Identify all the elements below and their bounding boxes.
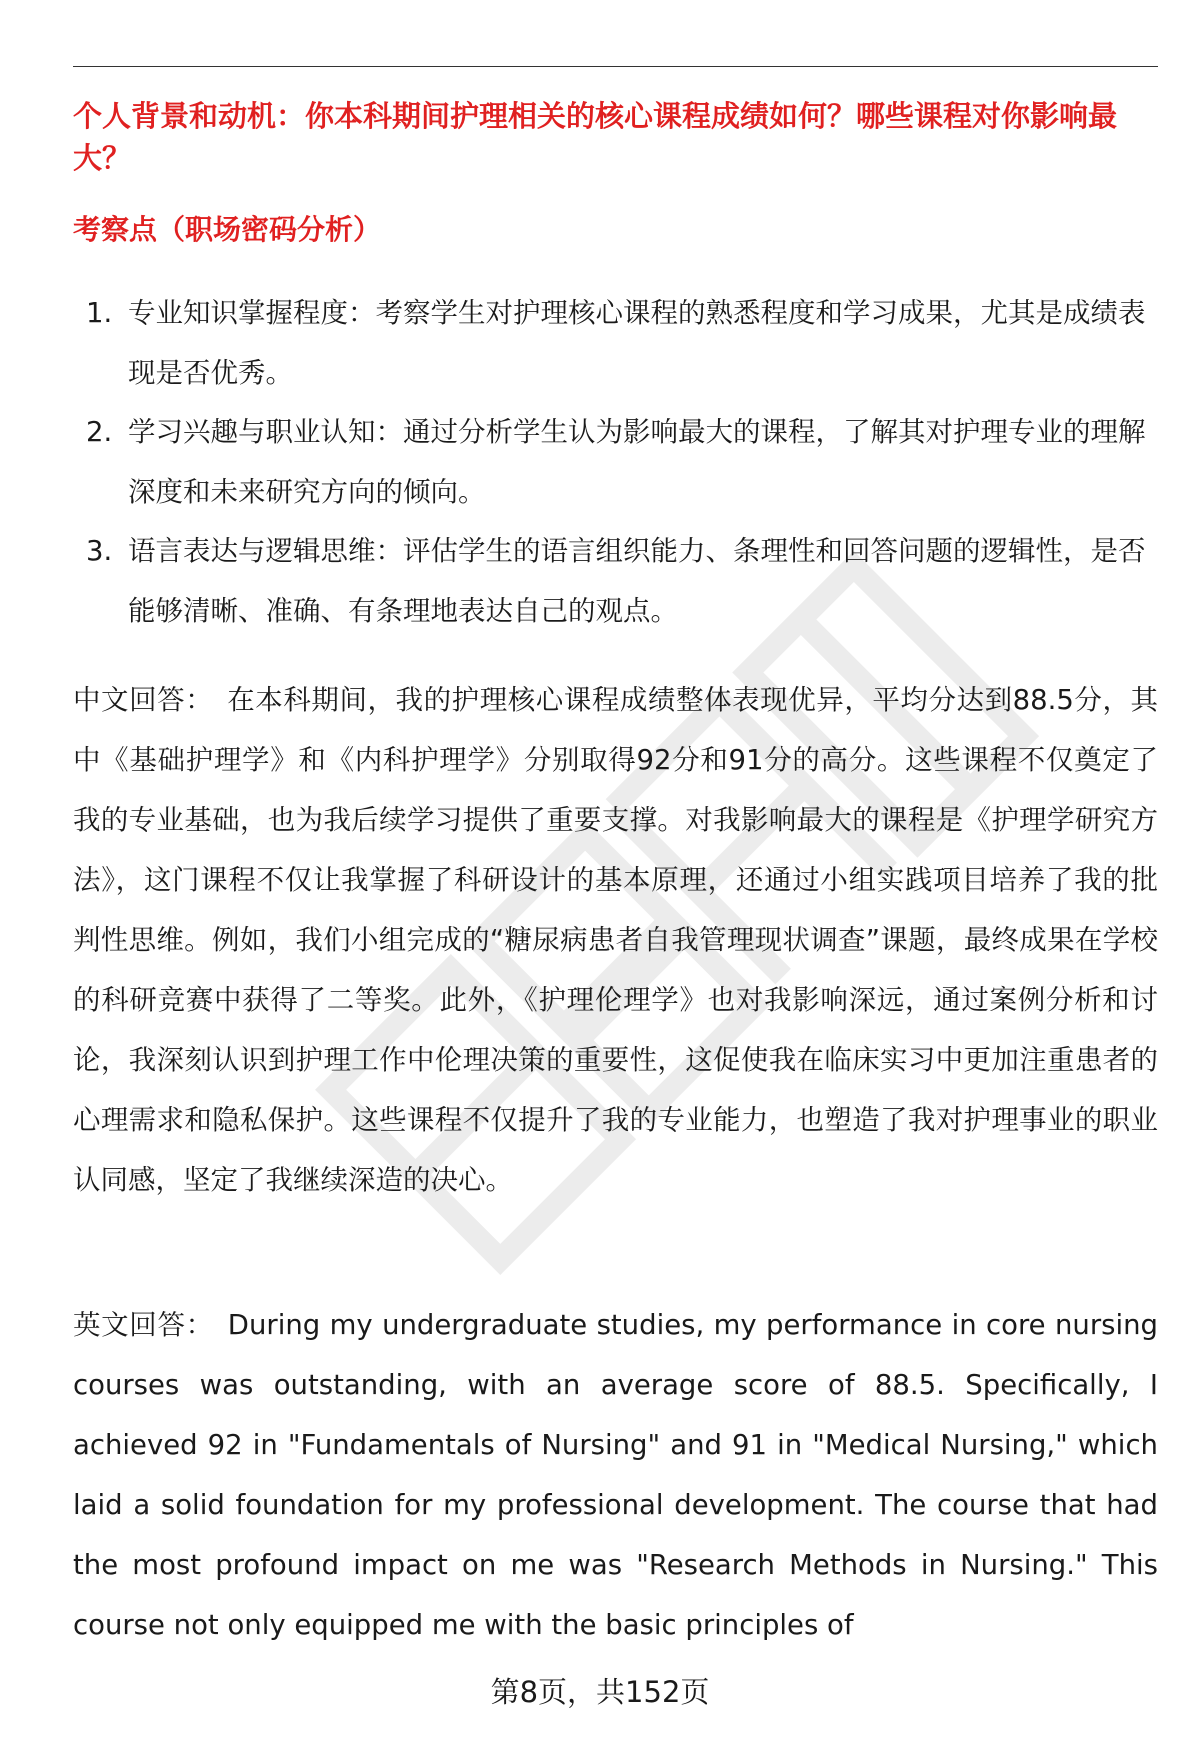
list-item (73, 403, 1158, 522)
english-answer-label: 英文回答： (73, 1309, 214, 1341)
list-item (73, 284, 1158, 403)
list-item-number: 2. (86, 416, 113, 448)
list-item-number: 1. (86, 297, 113, 329)
section-title: 考察点（职场密码分析） (73, 213, 382, 246)
chinese-answer-label: 中文回答： (73, 684, 214, 716)
page-number-footer: 第8页，共152页 (490, 1675, 710, 1709)
list-item (73, 522, 1158, 641)
document-page (73, 0, 1158, 1755)
assessment-points-list (73, 284, 1158, 641)
question-heading: 个人背景和动机：你本科期间护理相关的核心课程成绩如何？哪些课程对你影响最大？ (73, 99, 1118, 175)
english-answer-text: During my undergraduate studies, my performance in core nursing courses was outstanding, with an average score of 88.5. Specifically, I achieved 92 in "Fundamentals of Nursing" and 91 in "Medical Nursing," which laid a solid foundation for my professional development. The course that had the most profound impact on me was "Research Methods in Nursing." This course not only equipped me with the basic principles of (73, 1309, 1159, 1641)
chinese-answer (73, 670, 1158, 1210)
list-item-number: 3. (86, 535, 113, 567)
header-rule (73, 66, 1158, 67)
english-answer (73, 1295, 1158, 1655)
list-item-text: 学习兴趣与职业认知：通过分析学生认为影响最大的课程，了解其对护理专业的理解深度和未来研究方向的倾向。 (128, 416, 1146, 508)
list-item-text: 专业知识掌握程度：考察学生对护理核心课程的熟悉程度和学习成果，尤其是成绩表现是否优秀。 (128, 297, 1146, 389)
chinese-answer-text: 在本科期间，我的护理核心课程成绩整体表现优异，平均分达到88.5分，其中《基础护理学》和《内科护理学》分别取得92分和91分的高分。这些课程不仅奠定了我的专业基础，也为我后续学习提供了重要支撑。对我影响最大的课程是《护理学研究方法》，这门课程不仅让我掌握了科研设计的基本原理，还通过小组实践项目培养了我的批判性思维。例如，我们小组完成的“糖尿病患者自我管理现状调查”课题，最终成果在学校的科研竞赛中获得了二等奖。此外，《护理伦理学》也对我影响深远，通过案例分析和讨论，我深刻认识到护理工作中伦理决策的重要性，这促使我在临床实习中更加注重患者的心理需求和隐私保护。这些课程不仅提升了我的专业能力，也塑造了我对护理事业的职业认同感，坚定了我继续深造的决心。 (73, 684, 1158, 1196)
list-item-text: 语言表达与逻辑思维：评估学生的语言组织能力、条理性和回答问题的逻辑性，是否能够清晰、准确、有条理地表达自己的观点。 (128, 535, 1146, 627)
